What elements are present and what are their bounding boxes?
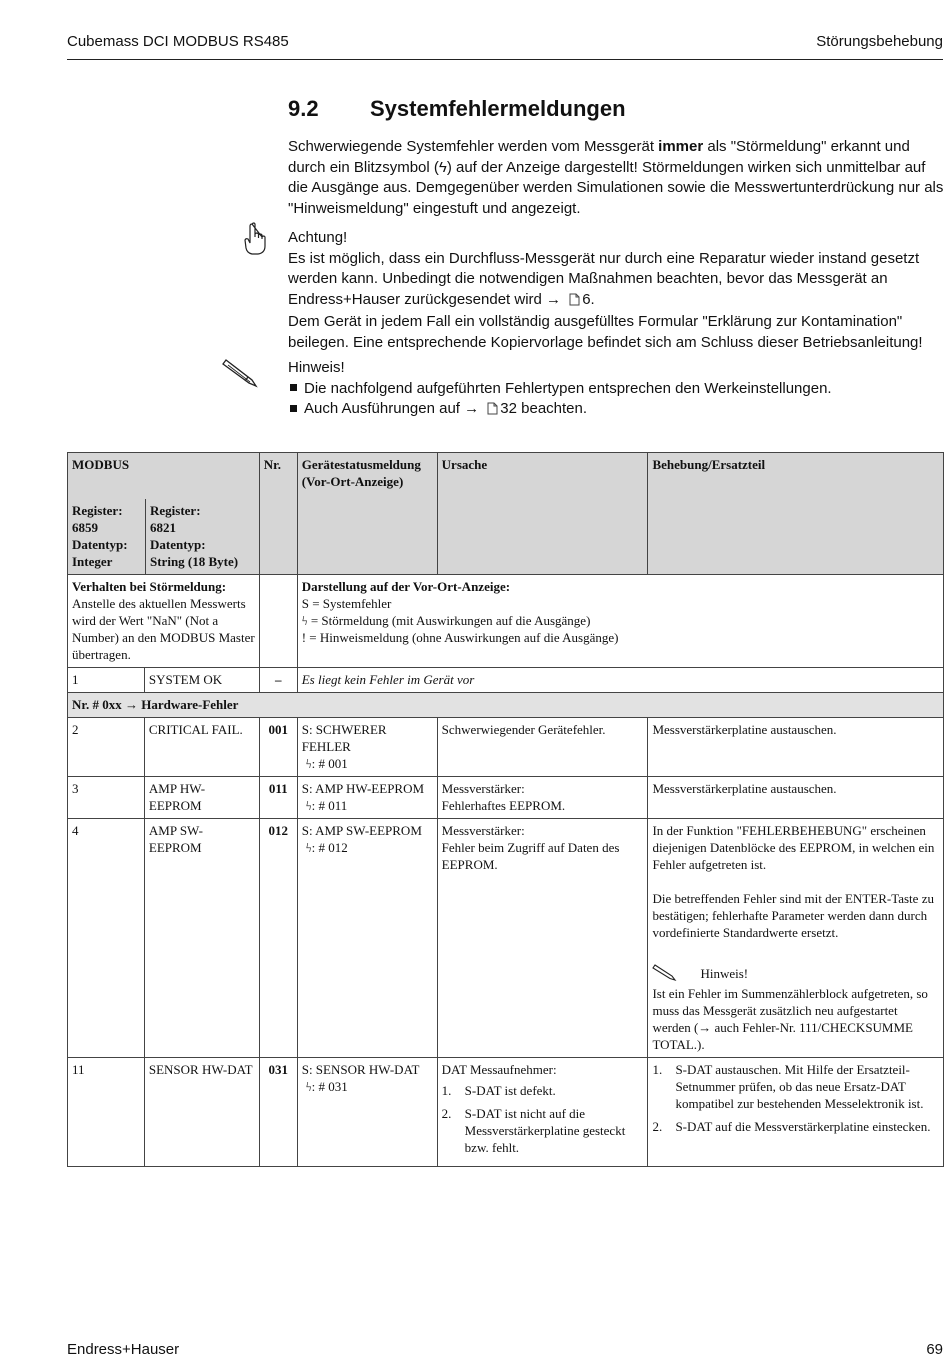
intro-emphasis: immer (658, 138, 704, 155)
row-status (297, 718, 437, 777)
section-row (68, 693, 944, 718)
row-cause (437, 819, 648, 1058)
document-page-icon (487, 401, 498, 422)
register-2-cell (146, 499, 259, 574)
row-fix (648, 819, 944, 1058)
caution-text-1-body: Es ist möglich, dass ein Durchfluss-Messgerät nur durch eine Reparatur wieder instand gesetzt werden kann. Unbedingt die notwendigen Maßnahmen beachten, bevor das Messgerät an Endress+Hauser zurückgesendet wird → (288, 249, 920, 308)
pointing-hand-icon (243, 222, 267, 261)
document-page-icon (569, 292, 580, 313)
display-legend-fault: ϟ = Störmeldung (mit Auswirkungen auf die Ausgänge) (301, 613, 591, 628)
row-fix: Messverstärkerplatine austauschen. (648, 777, 944, 819)
caution-page-ref[interactable]: 6. (582, 290, 595, 308)
behavior-text: Anstelle des aktuellen Messwerts wird der Wert "NaN" (Not a Number) an den MODBUS Master übertragen. (72, 596, 255, 662)
caution-title: Achtung! (288, 229, 348, 246)
nr-header: Nr. (259, 453, 297, 575)
intro-text-pre: Schwerwiegende Systemfehler werden vom Messgerät (288, 138, 659, 155)
caution-text-2: Dem Gerät in jedem Fall ein vollständig ausgefülltes Formular "Erklärung zur Kontamination" beilegen. Eine entsprechende Kopiervorlage befindet sich am Schluss dieser Betriebsanleitung! (288, 313, 923, 351)
row-status (297, 1058, 437, 1167)
row-fix-hint-title: Hinweis! (700, 966, 749, 981)
display-legend-title: Darstellung auf der Vor-Ort-Anzeige: (301, 579, 511, 594)
row-nr: 011 (259, 777, 297, 819)
intro-paragraph (288, 137, 944, 219)
row-fix: Messverstärkerplatine austauschen. (648, 718, 944, 777)
datatype-2-label: Datentyp: (150, 537, 206, 552)
row-status (297, 777, 437, 819)
register-2-label: Register: (150, 503, 201, 518)
register-2-number: 6821 (150, 520, 176, 535)
row-fix-list (652, 1061, 939, 1135)
caution-text-1 (288, 249, 944, 313)
section-number: 9.2 (288, 96, 319, 121)
list-item: 2. S-DAT auf die Messverstärkerplatine einstecken. (652, 1119, 931, 1134)
note-bullet-2-text: Auch Ausführungen auf → (304, 400, 484, 417)
row-status-line-1: S: AMP HW-EEPROM (301, 781, 425, 796)
behavior-title: Verhalten bei Störmeldung: (72, 579, 227, 594)
modbus-header-cell (68, 453, 260, 575)
intro-text-post: als "Störmeldung" erkannt und durch ein Blitzsymbol (ϟ) auf der Anzeige dargestellt! Störmeldungen wirken sich unmittelbar auf die Ausgänge aus. Demgegenüber werden Simulationen sowie die Messwertunterdrückung nur als "Hinweismeldung" eingestuft und angezeigt. (288, 138, 944, 217)
row-code: 3 (68, 777, 145, 819)
status-header-line-2: (Vor-Ort-Anzeige) (301, 474, 404, 489)
behavior-nr-cell (259, 575, 297, 668)
row-cause (437, 777, 648, 819)
note-bullet-1 (288, 379, 944, 400)
cause-header: Ursache (437, 453, 648, 575)
bullet-square-icon (290, 384, 297, 391)
table-row (68, 668, 944, 693)
row-fix-hint-text: Ist ein Fehler im Summenzählerblock aufgetreten, so muss das Messgerät zusätzlich neu aufgestartet werden (→ auch Fehler-Nr. 111/CHECKSUMME TOTAL.). (652, 986, 928, 1052)
status-header (297, 453, 437, 575)
behavior-row (68, 575, 944, 668)
row-cause-line-1: Messverstärker: (441, 781, 525, 796)
row-fix-para-2: Die betreffenden Fehler sind mit der ENTER-Taste zu bestätigen; fehlerhafte Parameter werden dann durch vordefinierte Standardwerte ersetzt. (652, 891, 934, 940)
row-cause (437, 1058, 648, 1167)
list-item-text: S-DAT auf die Messverstärkerplatine einstecken. (675, 1119, 931, 1134)
header-product: Cubemass DCI MODBUS RS485 (67, 33, 289, 50)
row-status-line-2: ϟ: # 031 (305, 1079, 348, 1094)
note-title: Hinweis! (288, 359, 345, 376)
display-legend-cell (297, 575, 943, 668)
section-row-title: Nr. # 0xx → Hardware-Fehler (68, 693, 944, 718)
list-item: 1. S-DAT austauschen. Mit Hilfe der Ersatzteil-Setnummer prüfen, ob das neue Ersatz-DAT kompatibel zur bestehenden Messelektronik ist. (652, 1062, 924, 1111)
row-name: CRITICAL FAIL. (144, 718, 259, 777)
row-nr: 012 (259, 819, 297, 1058)
row-fix-hint (652, 963, 939, 1053)
table-row (68, 777, 944, 819)
register-1-label: Register: (72, 503, 123, 518)
note-bullet-2 (288, 399, 944, 422)
note-bullet-1-text: Die nachfolgend aufgeführten Fehlertypen entsprechen den Werkeinstellungen. (304, 379, 832, 397)
register-1-cell (68, 499, 146, 574)
display-legend-notice: ! = Hinweismeldung (ohne Auswirkungen auf die Ausgänge) (301, 630, 619, 645)
fix-header: Behebung/Ersatzteil (648, 453, 944, 575)
row-cause-line-2: Fehler beim Zugriff auf Daten des EEPROM. (441, 840, 620, 872)
row-status-line-2: ϟ: # 011 (305, 798, 348, 813)
table-row (68, 819, 944, 1058)
row-name: AMP HW-EEPROM (144, 777, 259, 819)
row-cause-list (442, 1082, 644, 1156)
header-rule (67, 59, 943, 60)
row-cause: Schwerwiegender Gerätefehler. (437, 718, 648, 777)
section-heading (288, 96, 626, 122)
caution-block (288, 228, 944, 353)
footer-brand: Endress+Hauser (67, 1341, 180, 1358)
list-item: 1. S-DAT ist defekt. (441, 1083, 556, 1098)
section-title: Systemfehlermeldungen (370, 96, 626, 121)
display-legend-system: S = Systemfehler (301, 596, 392, 611)
bullet-square-icon (290, 405, 297, 412)
row-name: SYSTEM OK (144, 668, 259, 693)
row-status-line-2: ϟ: # 012 (305, 840, 348, 855)
row-fix-hint-head (652, 963, 939, 985)
row-code: 4 (68, 819, 145, 1058)
behavior-cell (68, 575, 260, 668)
note-page-ref[interactable]: 32 beachten. (500, 400, 588, 417)
datatype-1-value: Integer (72, 554, 113, 569)
row-cause-line-1: Messverstärker: (441, 823, 525, 838)
status-header-line-1: Gerätestatusmeldung (301, 457, 421, 472)
table-row (68, 1058, 944, 1167)
list-item-text: S-DAT ist defekt. (464, 1083, 556, 1098)
register-subtable (68, 499, 259, 574)
error-table (67, 452, 944, 1167)
row-cause-line-2: Fehlerhaftes EEPROM. (441, 798, 566, 813)
register-1-number: 6859 (72, 520, 98, 535)
list-item: 2. S-DAT ist nicht auf die Messverstärkerplatine gesteckt bzw. fehlt. (441, 1106, 626, 1155)
row-code: 2 (68, 718, 145, 777)
row-cause-title: DAT Messaufnehmer: (441, 1062, 557, 1077)
row-status-line-1: S: SENSOR HW-DAT (301, 1062, 420, 1077)
pencil-icon (652, 963, 700, 985)
modbus-title: MODBUS (72, 457, 130, 472)
row-nr: 031 (259, 1058, 297, 1167)
row-fix (648, 1058, 944, 1167)
datatype-2-value: String (18 Byte) (150, 554, 239, 569)
datatype-1-label: Datentyp: (72, 537, 128, 552)
row-code: 11 (68, 1058, 145, 1167)
list-item-text: S-DAT austauschen. Mit Hilfe der Ersatzteil-Setnummer prüfen, ob das neue Ersatz-DAT kompatibel zur bestehenden Messelektronik ist. (675, 1062, 924, 1111)
row-status-line-1: S: SCHWERER FEHLER (301, 722, 387, 754)
row-nr: 001 (259, 718, 297, 777)
row-status-line-2: ϟ: # 001 (305, 756, 348, 771)
row-status-line-1: S: AMP SW-EEPROM (301, 823, 422, 838)
row-name: AMP SW-EEPROM (144, 819, 259, 1058)
row-code: 1 (68, 668, 145, 693)
list-item-text: S-DAT ist nicht auf die Messverstärkerplatine gesteckt bzw. fehlt. (464, 1106, 626, 1155)
header-chapter: Störungsbehebung (816, 33, 943, 50)
row-nr: – (259, 668, 297, 693)
row-status (297, 819, 437, 1058)
row-fix-para-1: In der Funktion "FEHLERBEHEBUNG" erscheinen diejenigen Datenblöcke des EEPROM, in welchen ein Fehler aufgetreten ist. (652, 823, 935, 872)
page-number: 69 (926, 1341, 943, 1358)
table-header-row (68, 453, 944, 575)
table-row (68, 718, 944, 777)
row-ok-text: Es liegt kein Fehler im Gerät vor (297, 668, 943, 693)
row-name: SENSOR HW-DAT (144, 1058, 259, 1167)
pencil-icon (222, 356, 260, 393)
note-block (288, 358, 944, 422)
